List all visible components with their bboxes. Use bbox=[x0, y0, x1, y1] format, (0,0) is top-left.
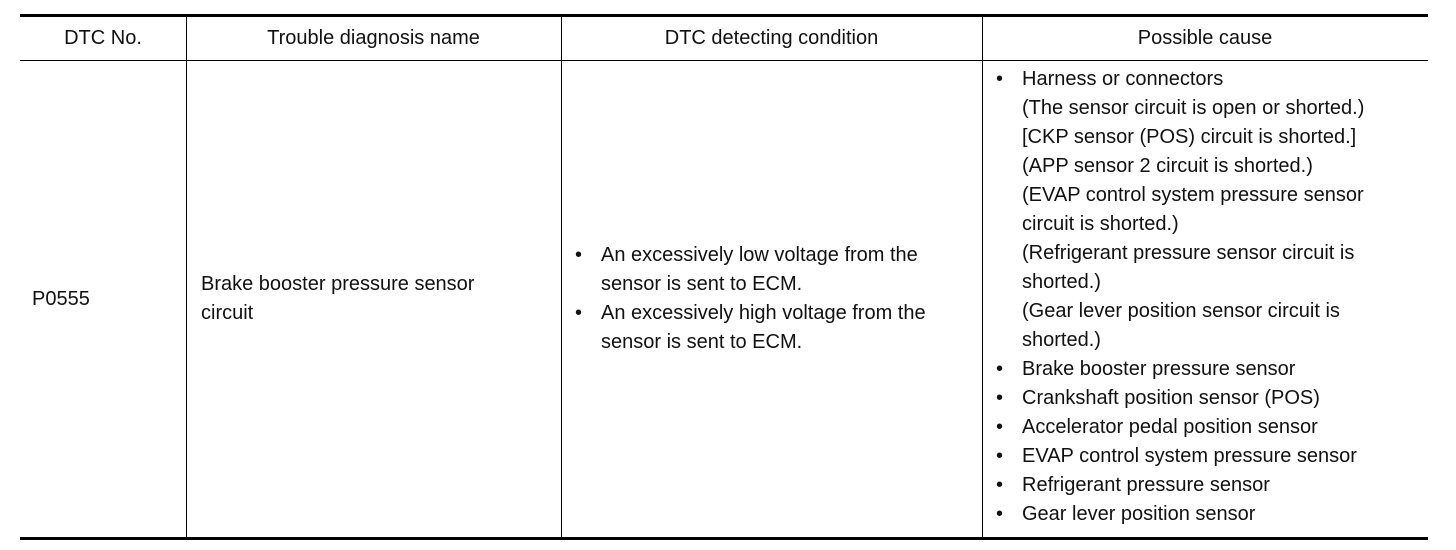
header-trouble-diagnosis-name: Trouble diagnosis name bbox=[267, 27, 480, 49]
trouble-diagnosis-name-cell bbox=[186, 61, 561, 537]
header-dtc-no: DTC No. bbox=[64, 27, 142, 49]
table-header-row bbox=[20, 17, 1428, 61]
cause-sub-line: shorted.) bbox=[1022, 271, 1101, 293]
condition-line: sensor is sent to ECM. bbox=[601, 331, 803, 353]
cause-sub-line: (Refrigerant pressure sensor circuit is bbox=[1022, 242, 1355, 264]
diagnosis-name-line: Brake booster pressure sensor bbox=[201, 273, 475, 295]
bullet-icon: • bbox=[575, 302, 583, 324]
list-item bbox=[996, 442, 1364, 471]
table-row bbox=[20, 61, 1428, 537]
cause-text: Gear lever position sensor bbox=[1022, 503, 1256, 525]
bullet-icon: • bbox=[996, 503, 1004, 525]
cause-sub-line: [CKP sensor (POS) circuit is shorted.] bbox=[1022, 126, 1357, 148]
detecting-condition-cell bbox=[561, 61, 982, 537]
cause-sub-line: (Gear lever position sensor circuit is bbox=[1022, 300, 1340, 322]
bullet-icon: • bbox=[996, 387, 1004, 409]
list-item bbox=[996, 500, 1364, 529]
dtc-number: P0555 bbox=[32, 287, 90, 310]
cause-text: Accelerator pedal position sensor bbox=[1022, 416, 1318, 438]
cause-text: Crankshaft position sensor (POS) bbox=[1022, 387, 1320, 409]
bullet-icon: • bbox=[575, 244, 583, 266]
cause-text: Harness or connectors bbox=[1022, 68, 1224, 90]
cause-text: EVAP control system pressure sensor bbox=[1022, 445, 1357, 467]
cause-sub-line: (The sensor circuit is open or shorted.) bbox=[1022, 97, 1365, 119]
cause-text: Refrigerant pressure sensor bbox=[1022, 474, 1270, 496]
cause-sub-line: shorted.) bbox=[1022, 329, 1101, 351]
list-item bbox=[575, 299, 926, 357]
list-item bbox=[996, 355, 1364, 384]
list-item bbox=[996, 413, 1364, 442]
condition-line: sensor is sent to ECM. bbox=[601, 273, 803, 295]
list-item bbox=[996, 65, 1364, 355]
cause-list bbox=[996, 65, 1364, 529]
possible-cause-cell bbox=[982, 61, 1428, 537]
cause-sub-line: (EVAP control system pressure sensor bbox=[1022, 184, 1364, 206]
list-item bbox=[575, 241, 926, 299]
condition-line: An excessively high voltage from the bbox=[601, 302, 926, 324]
dtc-table bbox=[20, 14, 1428, 540]
header-possible-cause: Possible cause bbox=[1137, 27, 1273, 49]
bullet-icon: • bbox=[996, 358, 1004, 380]
bullet-icon: • bbox=[996, 445, 1004, 467]
bullet-icon: • bbox=[996, 416, 1004, 438]
cause-text: Brake booster pressure sensor bbox=[1022, 358, 1296, 380]
cause-sub-line: (APP sensor 2 circuit is shorted.) bbox=[1022, 155, 1313, 177]
header-dtc-detecting-condition: DTC detecting condition bbox=[664, 27, 879, 49]
diagnosis-name-line: circuit bbox=[201, 302, 254, 324]
bullet-icon: • bbox=[996, 68, 1004, 90]
list-item bbox=[996, 384, 1364, 413]
dtc-number-cell bbox=[20, 61, 186, 537]
cause-sub-line: circuit is shorted.) bbox=[1022, 213, 1179, 235]
condition-list bbox=[575, 241, 926, 357]
condition-line: An excessively low voltage from the bbox=[601, 244, 918, 266]
bullet-icon: • bbox=[996, 474, 1004, 496]
list-item bbox=[996, 471, 1364, 500]
